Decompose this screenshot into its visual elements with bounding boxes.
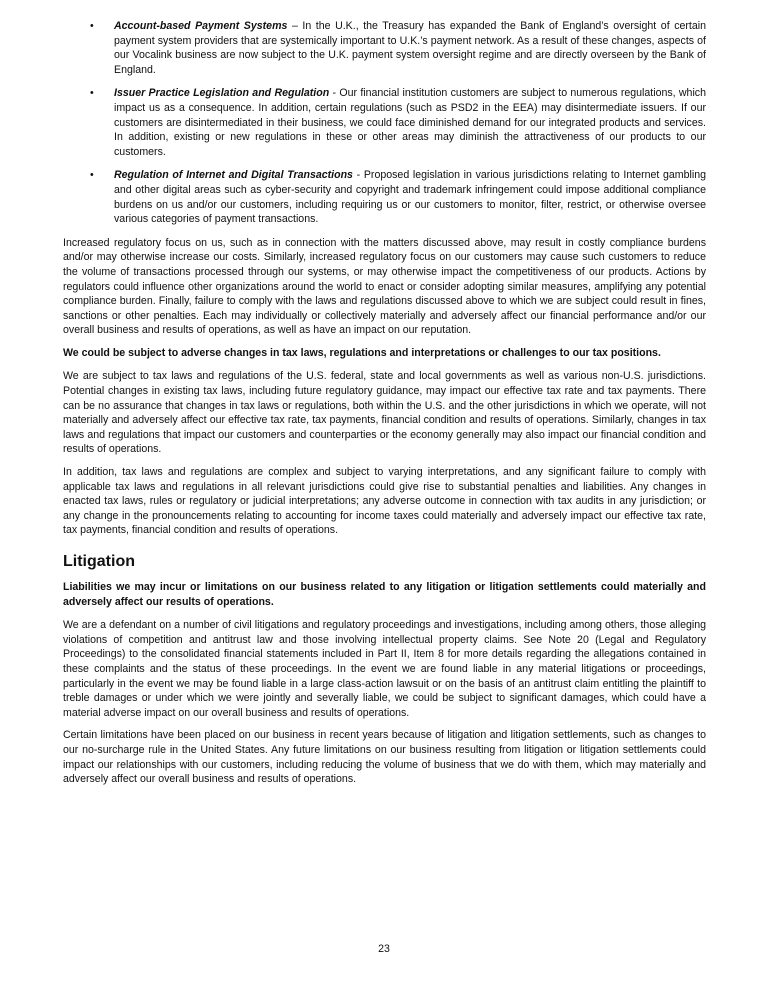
bullet-internet-digital bbox=[63, 168, 706, 226]
bullet-lead: Regulation of Internet and Digital Transactions bbox=[114, 169, 353, 182]
bullet-lead: Account-based Payment Systems bbox=[114, 20, 288, 32]
bullet-lead: Issuer Practice Legislation and Regulation bbox=[114, 87, 330, 100]
bullet-dot-icon: • bbox=[90, 20, 94, 32]
bullet-separator: – bbox=[287, 20, 303, 32]
page-number: 23 bbox=[378, 943, 390, 955]
bullet-text: In the U.K., the Treasury has expanded the Bank of England’s oversight of certain payment system providers that are systemically important to U.K.’s payment network. As a result of these changes, aspects of our Vocalink business are now subject to the U.K. payment system oversight regime and are directly overseen by the Bank of England. bbox=[114, 20, 707, 76]
litigation-risk-heading: Liabilities we may incur or limitations on our business related to any litigation or litigation settlements could materially and adversely affect our results of operations. bbox=[63, 581, 706, 608]
bullet-text: Proposed legislation in various jurisdictions relating to Internet gambling and other digital areas such as cyber-security and copyright and trademark infringement could impose additional compliance burdens on us and/or our customers, including requiring us or our customers to monitor, filter, restrict, or otherwise oversee various categories of payment transactions. bbox=[114, 169, 707, 226]
regulatory-focus-paragraph: Increased regulatory focus on us, such as in connection with the matters discussed above, may result in costly compliance burdens and/or may otherwise increase our costs. Similarly, increased regulatory focus on our customers may cause such customers to reduce the volume of transactions processed through our systems, or may otherwise impact the competitiveness of our products. Actions by regulators could influence other organizations around the world to enact or consider adopting similar measures, amplifying any potential compliance burden. Finally, failure to comply with the laws and regulations discussed above to which we are subject could result in fines, sanctions or other penalties. Each may individually or collectively materially and adversely affect our financial performance and/or our overall business and results of operations, as well as have an impact on our reputation. bbox=[63, 236, 706, 337]
bullet-text: Our financial institution customers are subject to numerous regulations, which impact us as a consequence. In addition, certain regulations (such as PSD2 in the EEA) may disintermediate issuers. If our customers are disintermediated in their business, we could face diminished demand for our integrated products and services. In addition, existing or new regulations in these or other areas may diminish the attractiveness of our products to our customers. bbox=[114, 87, 706, 158]
bullet-issuer-practice bbox=[63, 86, 706, 159]
bullet-separator: - bbox=[352, 169, 364, 182]
litigation-paragraph-1: We are a defendant on a number of civil litigations and regulatory proceedings and investigations, including among others, those alleging violations of competition and antitrust law and those involving intellectual property claims. See Note 20 (Legal and Regulatory Proceedings) to the consolidated financial statements included in Part II, Item 8 for more details regarding the allegations contained in these complaints and the status of these proceedings. In the event we are found liable in any material litigations or proceedings, particularly in the event we may be found liable in a large class-action lawsuit or on the basis of an antitrust claim entitling the plaintiff to treble damages or under which we were jointly and severally liable, we could be subject to significant damages, which could have a material adverse impact on our overall business and results of operations. bbox=[63, 619, 706, 719]
tax-risk-heading: We could be subject to adverse changes in tax laws, regulations and interpretations or challenges to our tax positions. bbox=[63, 346, 661, 359]
bullet-account-based-payment bbox=[63, 19, 706, 77]
document-page bbox=[63, 19, 706, 795]
litigation-paragraph-2: Certain limitations have been placed on our business in recent years because of litigation and litigation settlements, such as changes to our no-surcharge rule in the United States. Any future limitations on our business resulting from litigation or litigation settlements could impact our relationships with our customers, including reducing the volume of business that we do with them, which may materially and adversely affect our overall business and results of operations. bbox=[63, 729, 706, 786]
litigation-section-title: Litigation bbox=[63, 553, 135, 570]
tax-paragraph-2: In addition, tax laws and regulations are complex and subject to varying interpretations, and any significant failure to comply with applicable tax laws and regulations in all relevant jurisdictions could give rise to substantial penalties and liabilities. Any changes in enacted tax laws, rules or regulatory or judicial interpretations; any adverse outcome in connection with tax audits in any jurisdiction; or any change in the pronouncements relating to accounting for income taxes could materially and adversely impact our effective tax rate, tax payments, financial condition and results of operations. bbox=[63, 466, 706, 537]
tax-paragraph-1: We are subject to tax laws and regulations of the U.S. federal, state and local governments as well as various non-U.S. jurisdictions. Potential changes in existing tax laws, including future regulatory guidance, may impact our effective tax rate and tax payments. There can be no assurance that changes in tax laws or regulations, both within the U.S. and the other jurisdictions in which we operate, will not materially and adversely affect our effective tax rate, tax payments, financial condition and results of operations. Similarly, changes in tax laws and regulations that impact our customers and counterparties or the economy generally may also impact our financial condition and results of operations. bbox=[63, 370, 706, 456]
regulation-bullet-list bbox=[63, 19, 706, 227]
bullet-dot-icon: • bbox=[90, 169, 94, 182]
bullet-dot-icon: • bbox=[90, 87, 94, 100]
bullet-separator: - bbox=[329, 87, 340, 100]
